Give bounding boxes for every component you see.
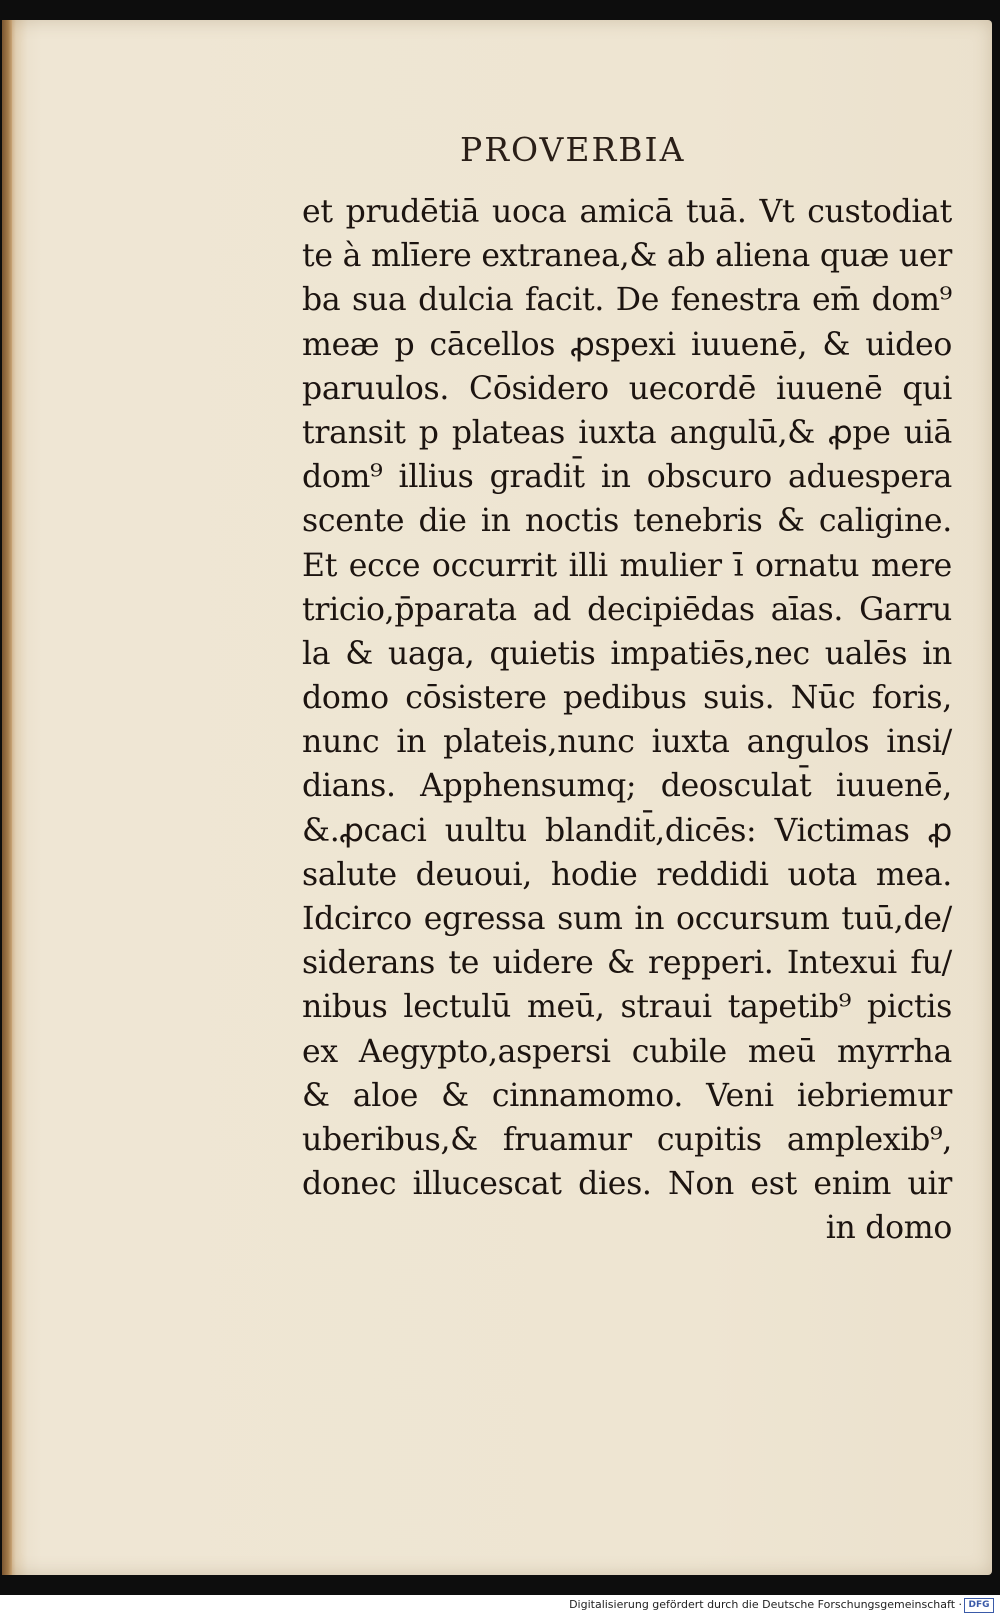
text-line: Idcirco egressa sum in occursum tuū,de/ [302,901,952,937]
text-line: meæ p cācellos ꝓspexi iuuenē, & uideo [302,326,952,363]
text-line: ba sua dulcia facit. De fenestra em̄ dom⁹ [302,282,952,319]
text-line: nibus lectulū meū, straui tapetib⁹ pictis [302,989,952,1026]
body-text [302,190,952,1251]
text-line: dom⁹ illius gradit̄ in obscuro aduespera [302,459,952,496]
dfg-logo-icon: DFG [964,1598,994,1613]
text-line: siderans te uidere & repperi. Intexui fu/ [302,945,952,982]
text-line: te à mlīere extranea,& ab aliena quæ uer [302,238,952,275]
text-line: dians. Apphensumq; deosculat̄ iuuenē, [302,768,952,805]
text-line: Et ecce occurrit illi mulier ī ornatu mere [302,547,952,584]
text-line: uberibus,& fruamur cupitis amplexib⁹, [302,1121,952,1158]
text-line: la & uaga, quietis impatiēs,nec ualēs in [302,635,952,672]
text-line: nunc in plateis,nunc iuxta angulos insi/ [302,724,952,761]
text-line: &.ꝓcaci uultu blandit̄,dicēs: Victimas ꝓ [302,812,952,849]
text-line: scente die in noctis tenebris & caligine. [302,503,952,540]
text-line: transit p plateas iuxta angulū,& ꝓpe uiā [302,414,952,451]
text-line: & aloe & cinnamomo. Veni iebriemur [302,1077,952,1114]
page-gutter-edge [2,20,12,1575]
catchword-line: in domo [825,1210,952,1247]
text-line: ex Aegypto,aspersi cubile meū myrrha [302,1033,952,1070]
text-line: tricio,p̄parata ad decipiēdas aīas. Garru [302,591,952,628]
text-line: salute deuoui, hodie reddidi uota mea. [302,856,952,893]
running-head: PROVERBIA [460,130,686,169]
text-line: et prudētiā uoca amicā tuā. Vt custodiat [302,194,952,230]
text-line: paruulos. Cōsidero uecordē iuuenē qui [302,370,952,407]
text-line: domo cōsistere pedibus suis. Nūc foris, [302,680,952,717]
text-line: donec illucescat dies. Non est enim uir [302,1166,952,1203]
digitization-credit: Digitalisierung gefördert durch die Deutsche Forschungsgemeinschaft · [569,1598,962,1611]
